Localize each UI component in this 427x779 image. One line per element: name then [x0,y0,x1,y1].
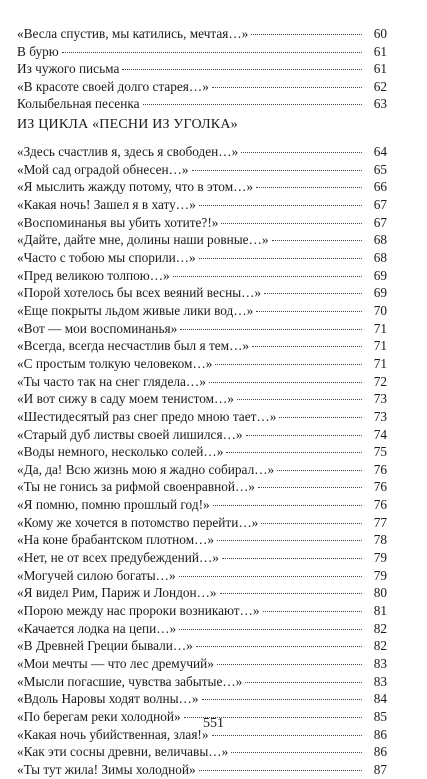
toc-entry-title: «Какая ночь убийственная, злая!» [17,726,209,742]
toc-entry-page: 72 [373,373,387,389]
toc-entry-title: «Еще покрыты льдом живые лики вод…» [17,302,254,318]
toc-entry-page: 60 [373,26,387,41]
toc-entry [17,408,387,426]
dot-leader [199,205,362,206]
dot-leader [212,735,362,736]
toc-entry [17,743,387,761]
dot-leader [256,311,362,312]
toc-entry-title: «На коне брабантском плотном…» [17,532,215,548]
dot-leader [209,382,362,383]
toc-entry [17,390,387,408]
toc-entry [17,567,387,585]
toc-entry-page: 84 [373,691,387,707]
toc-entry-page: 78 [373,532,387,548]
toc-entry-title: «Порою между нас пророки возникают…» [17,603,260,619]
toc-entry-page: 67 [373,196,387,212]
toc-entry-page: 85 [373,709,387,724]
dot-leader [122,69,362,70]
toc-entry-title: «Я помню, помню прошлый год!» [17,497,210,513]
toc-entry-title: «Ты не гонись за рифмой своенравной…» [17,479,255,495]
toc-entry-page: 70 [373,302,387,318]
toc-entry-page: 73 [373,408,387,424]
toc-entry-page: 66 [373,179,387,195]
toc-entry-title: «Воспоминанья вы убить хотите?!» [17,214,219,230]
toc-entry-title: «Качается лодка на цепи…» [17,620,177,636]
toc-entry-page: 71 [373,338,387,354]
toc-entry-page: 76 [373,461,387,477]
dot-leader [279,417,362,418]
dot-leader [251,34,362,35]
toc-entry-title: «Нет, не от всех предубеждений…» [17,550,219,566]
toc-entry [17,337,387,355]
toc-entry [17,443,387,461]
dot-leader [199,770,362,771]
toc-entry-title: «Дайте, дайте мне, долины наши ровные…» [17,232,269,248]
toc-entry [17,461,387,479]
toc-entry-title: «Я видел Рим, Париж и Лондон…» [17,585,217,601]
toc-entry-page: 71 [373,320,387,336]
dot-leader [277,470,362,471]
toc-entry-title: «Вдоль Наровы ходят волны…» [17,691,199,707]
toc-entry-page: 61 [373,61,387,77]
toc-entry [17,355,387,373]
toc-entry [17,196,387,214]
dot-leader [199,258,362,259]
toc-entry-title: «С простым толкую человеком…» [17,355,213,371]
toc-entry-page: 63 [373,96,387,112]
toc-entry-page: 75 [373,444,387,460]
dot-leader [252,346,362,347]
toc-entry [17,143,387,161]
dot-leader [217,664,362,665]
toc-entry [17,214,387,232]
toc-entry [17,302,387,320]
toc-entry-title: «Весла спустив, мы катились, мечтая…» [17,26,249,41]
toc-entry [17,60,387,78]
toc-entry-title: «Мой сад оградой обнесен…» [17,161,189,177]
toc-entry-title: «Мысли погасшие, чувства забытые…» [17,673,243,689]
toc-entry-title: «В Древней Греции бывали…» [17,638,193,654]
toc-entry-title: Колыбельная песенка [17,96,140,112]
toc-entry [17,43,387,61]
toc-entry [17,249,387,267]
toc-entry-page: 76 [373,479,387,495]
toc-entry [17,531,387,549]
toc-entry [17,231,387,249]
dot-leader [258,487,362,488]
toc-entry-title: «Кому же хочется в потомство перейти…» [17,514,259,530]
toc-entry [17,514,387,532]
toc-entry [17,549,387,567]
dot-leader [180,329,362,330]
toc-entry [17,620,387,638]
toc-entry [17,78,387,96]
toc-entry-page: 73 [373,391,387,407]
toc-entry-page: 83 [373,656,387,672]
toc-entry-page: 65 [373,161,387,177]
toc-entry-title: «Всегда, всегда несчастлив был я тем…» [17,338,250,354]
toc-entry [17,690,387,708]
toc-entry-title: «И вот сижу в саду моем тенистом…» [17,391,234,407]
toc-entry-title: «Воды немного, несколько солей…» [17,444,224,460]
dot-leader [241,152,362,153]
toc-entry-page: 77 [373,514,387,530]
toc-entry-page: 69 [373,267,387,283]
toc-entry-title: «Мои мечты — что лес дремучий» [17,656,214,672]
dot-leader [231,752,362,753]
toc-entry [17,761,387,779]
toc-entry-title: «Могучей силою богаты…» [17,567,176,583]
dot-leader [192,170,362,171]
toc-entry-title: «Шестидесятый раз снег предо мною тает…» [17,408,277,424]
toc-entry [17,584,387,602]
section-heading: ИЗ ЦИКЛА «ПЕСНИ ИЗ УГОЛКА» [17,117,238,132]
dot-leader [272,240,362,241]
toc-entry-title: «Ты тут жила! Зимы холодной» [17,761,196,777]
toc-entry [17,655,387,673]
toc-entry-page: 83 [373,673,387,689]
toc-entry-title: «Старый дуб листвы своей лишился…» [17,426,243,442]
dot-leader [220,593,362,594]
toc-entry [17,478,387,496]
toc-entry [17,320,387,338]
toc-entry-title: «Пред великою толпою…» [17,267,170,283]
toc-entry-page: 79 [373,567,387,583]
toc-top-list [17,25,387,113]
toc-entry [17,637,387,655]
toc-entry-page: 79 [373,550,387,566]
toc-entry [17,602,387,620]
dot-leader [226,452,362,453]
toc-entry-title: «Как эти сосны древни, величавы…» [17,744,229,760]
dot-leader [62,52,362,53]
toc-entry-page: 81 [373,603,387,619]
toc-entry-title: «Здесь счастлив я, здесь я свободен…» [17,144,239,159]
toc-entry [17,426,387,444]
dot-leader [212,87,362,88]
toc-entry-title: Из чужого письма [17,61,120,77]
dot-leader [245,682,362,683]
toc-entry-page: 61 [373,43,387,59]
toc-entry-page: 62 [373,78,387,94]
toc-entry [17,161,387,179]
dot-leader [221,223,362,224]
dot-leader [173,276,362,277]
page-number: 551 [203,716,224,731]
dot-leader [179,629,362,630]
toc-entry-title: «Я мыслить жажду потому, что в этом…» [17,179,254,195]
toc-entry-page: 71 [373,355,387,371]
dot-leader [222,558,362,559]
toc-entry-page: 69 [373,285,387,301]
toc-entry [17,25,387,43]
dot-leader [263,611,362,612]
dot-leader [256,187,362,188]
toc-entry-title: «Вот — мои воспоминанья» [17,320,178,336]
dot-leader [143,104,363,105]
toc-entry [17,178,387,196]
toc-entry-page: 82 [373,638,387,654]
toc-entry-page: 87 [373,761,387,777]
toc-entry-page: 68 [373,249,387,265]
toc-section-list [17,143,387,779]
dot-leader [246,435,362,436]
toc-entry-page: 86 [373,726,387,742]
toc-entry-title: В бурю [17,43,59,59]
toc-entry-title: «По берегам реки холодной» [17,709,181,724]
toc-entry-title: «Ты часто так на снег глядела…» [17,373,206,389]
toc-entry-page: 74 [373,426,387,442]
toc-entry-title: «Порой хотелось бы всех веяний весны…» [17,285,262,301]
toc-entry-title: «Да, да! Всю жизнь мою я жадно собирал…» [17,461,275,477]
toc-entry [17,673,387,691]
dot-leader [196,646,362,647]
dot-leader [202,699,362,700]
dot-leader [217,540,362,541]
toc-entry-page: 76 [373,497,387,513]
toc-entry [17,95,387,113]
dot-leader [215,364,362,365]
toc-entry [17,267,387,285]
toc-entry-title: «Какая ночь! Зашел я в хату…» [17,196,196,212]
dot-leader [213,505,362,506]
toc-entry [17,496,387,514]
toc-entry [17,284,387,302]
dot-leader [261,523,362,524]
toc-entry-page: 67 [373,214,387,230]
toc-entry-title: «В красоте своей долго старея…» [17,78,209,94]
toc-entry [17,373,387,391]
toc-entry-page: 64 [373,144,387,159]
toc-entry-page: 86 [373,744,387,760]
toc-entry-page: 80 [373,585,387,601]
toc-entry-page: 82 [373,620,387,636]
dot-leader [237,399,362,400]
toc-entry-page: 68 [373,232,387,248]
toc-entry-title: «Часто с тобою мы спорили…» [17,249,196,265]
dot-leader [264,293,362,294]
dot-leader [179,576,362,577]
